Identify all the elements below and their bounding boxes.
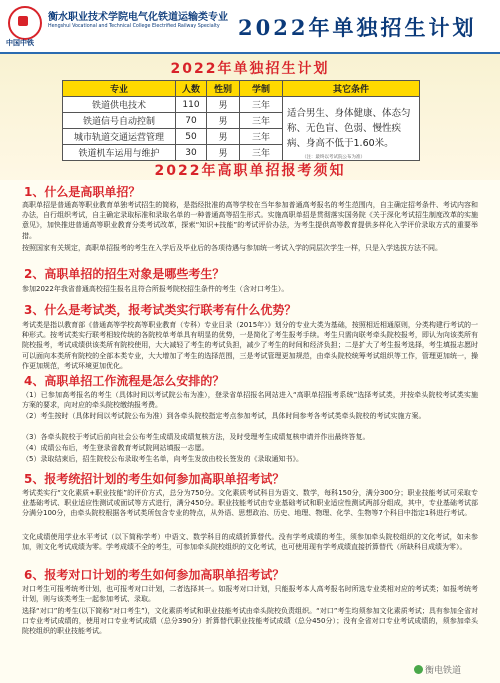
section-paragraph: （1）已参加高考报名的考生（具体时间以考试院公布为准），登录省单招报名网站进入“高职单招报考系统”选择考试类，并按牵头院校考试类实施方案的要求，向对应的牵头院校缴纳报考费。 — [22, 391, 478, 410]
years-cell: 三年 — [240, 129, 283, 145]
section-heading: 2、高职单招的招生对象是哪些考生？ — [24, 267, 225, 281]
table-row — [63, 97, 420, 113]
years-cell: 三年 — [240, 145, 283, 161]
col-header: 性别 — [207, 81, 240, 97]
watermark — [414, 663, 461, 676]
plan-title: 2022年单独招生计划 — [170, 61, 330, 77]
count-cell: 30 — [176, 145, 207, 161]
years-cell: 三年 — [240, 97, 283, 113]
school-name-en: Hengshui Vocational and Technical College Electrified Railway Specialty — [48, 24, 220, 29]
gender-cell: 男 — [207, 145, 240, 161]
section-heading: 4、高职单招工作流程是怎么安排的？ — [24, 374, 225, 388]
section-paragraph: 文化成绩使用学业水平考试（以下简称学考）中语文、数学科目的成绩折算替代。没有学考成绩的考生，须参加牵头院校组织的文化考试，如未参加，则文化考试成绩为零。学考成绩不全的考生，可参加牵头院校组织的文化考试，也可使用现有学考成绩直接折算替代（所缺科目成绩为零）。 — [22, 533, 478, 552]
plan-table — [62, 80, 420, 161]
col-header: 学制 — [240, 81, 283, 97]
col-header: 专业 — [63, 81, 176, 97]
watermark-text: 衡电铁道 — [425, 666, 462, 676]
count-cell: 70 — [176, 113, 207, 129]
header — [0, 0, 500, 54]
gender-cell: 男 — [207, 129, 240, 145]
section-paragraph: （5）录取结束后，招生院校公布录取考生名单，向考生发放由校长签发的《录取通知书》。 — [22, 455, 303, 463]
years-cell: 三年 — [240, 113, 283, 129]
section-paragraph: 按照国家有关规定，高职单招报考的考生在入学后及毕业后的各项待遇与参加统一考试入学的同层次学生一样，只是入学选拔方法不同。 — [22, 244, 442, 252]
section-paragraph: 参加2022年我省普通高校招生报名且符合所报考院校招生条件的考生（含对口考生）。 — [22, 285, 289, 293]
section-paragraph: （2）考生按时（具体时间以考试院公布为准）到各牵头院校指定考点参加考试，具体时间参考各考试类牵头院校的考试实施方案。 — [22, 412, 426, 420]
count-cell: 110 — [176, 97, 207, 113]
wechat-icon — [414, 665, 423, 674]
col-header: 其它条件 — [283, 81, 420, 97]
section-heading: 1、什么是高职单招？ — [24, 185, 141, 199]
col-header: 人数 — [176, 81, 207, 97]
major-cell: 城市轨道交通运营管理 — [63, 129, 176, 145]
section-paragraph: 高职单招是普通高等职业教育单独考试招生的简称，是指经批准的高等学校在当年参加普通高考报名的考生范围内，自主确定招考条件、考试内容和办法，自行组织考试，自主确定录取标准和录取名单的一种普通高等招生形式。实施高职单招是贯彻落实国务院《关于深化考试招生制度改革的实施意见》，加快推进普通高等职业教育分类考试改革，探索“知识+技能”的考试评价办法，为考生提供高等教育提供多样化入学评价录取方式的重要举措。 — [22, 201, 478, 240]
section-paragraph: 考试类是指以教育部《普通高等学校高等职业教育（专科）专业目录（2015年）》划分的专业大类为基础，按照相近相通原则，分类构建行考试的一种形式。按考试类实行联考相较传统的各院校单考单具有明显的优势，一是简化了考生报考手续。考生只需向联考牵头院校报考，即认为向该类所有院校报考，考试成绩供该类所有院校使用，大大减轻了考生的考试负担，减少了考生的时间和经济负担；二是扩大了考生报考选择，考生填报志愿时可以面向本类所有院校的全部本类专业，大大增加了考生的选择范围，三是考试管理更加规范，由牵头院校统筹考试组织等工作，管理更加统一，操作更加规范，考试环境更加优化。 — [22, 321, 478, 370]
major-cell: 铁道信号自动控制 — [63, 113, 176, 129]
section-paragraph: （4）成绩公布后，考生登录省教育考试院网站填报一志愿。 — [22, 444, 209, 452]
section-paragraph: （3）各牵头院校于考试后前向社会公布考生成绩及成绩复核方法，及时受理考生成绩复核申请并作出最终答复。 — [22, 433, 370, 441]
major-cell: 铁道机车运用与维护 — [63, 145, 176, 161]
logo-label: 中国中铁 — [6, 39, 34, 47]
count-cell: 50 — [176, 129, 207, 145]
other-conditions: 适合男生、身体健康、体态匀称、无色盲、色弱、慢性疾病、身高不低于1.60米。 — [283, 97, 420, 161]
section-heading: 5、报考统招计划的考生如何参加高职单招考试？ — [24, 472, 285, 486]
gender-cell: 男 — [207, 113, 240, 129]
logo-icon — [8, 6, 42, 40]
major-cell: 铁道供电技术 — [63, 97, 176, 113]
section-paragraph: 选择“对口”的考生(以下简称“对口考生”)，文化素质考试和职业技能考试由牵头院校负责组织。“对口”考生均须参加文化素质考试；具有参加全省对口专业考试成绩的，使用对口专业考试成绩（总分390分）折算替代职业技能考试成绩（总分450分）；没有全省对口专业考试成绩的，须参加牵头院校组织的职业技能考试。 — [22, 607, 478, 636]
section-heading: 3、什么是考试类，报考试类实行联考有什么优势？ — [24, 303, 297, 317]
section-heading: 6、报考对口计划的考生如何参加高职单招考试？ — [24, 568, 285, 582]
section-paragraph: 对口考生可报考统考计划，也可报考对口计划，二者选择其一。如报考对口计划，只能报考本人高考报名时所选专业类相对应的考试类；如报考统考计划，则与该类考生一起参加考试、录取。 — [22, 585, 478, 604]
plan-note: （注：最终以考试院公布为准） — [302, 155, 365, 160]
table-header-row — [63, 81, 420, 97]
page-title: 2022年单独招生计划 — [238, 15, 477, 40]
gender-cell: 男 — [207, 97, 240, 113]
section-paragraph: 考试类实行“文化素质+职业技能”的评价方式，总分为750分。文化素质考试科目为语文、数学，每科150分，满分300分；职业技能考试可采取专业基础考试、职业适应性测试或面试等方式进行，满分450分。职业技能考试由专业基础考试和职业适应性测试两部分组成，其中，专业基础考试部分满分100分，由牵头院校根据各考试类所包含专业的特点，从外语、思想政治、历史、地理、物理、化学、生物等7个科目中指定1科进行考试。 — [22, 489, 478, 518]
notice-title: 2022年高职单招报考须知 — [154, 163, 346, 179]
school-name: 衡水职业技术学院电气化铁道运输类专业 — [48, 12, 228, 23]
